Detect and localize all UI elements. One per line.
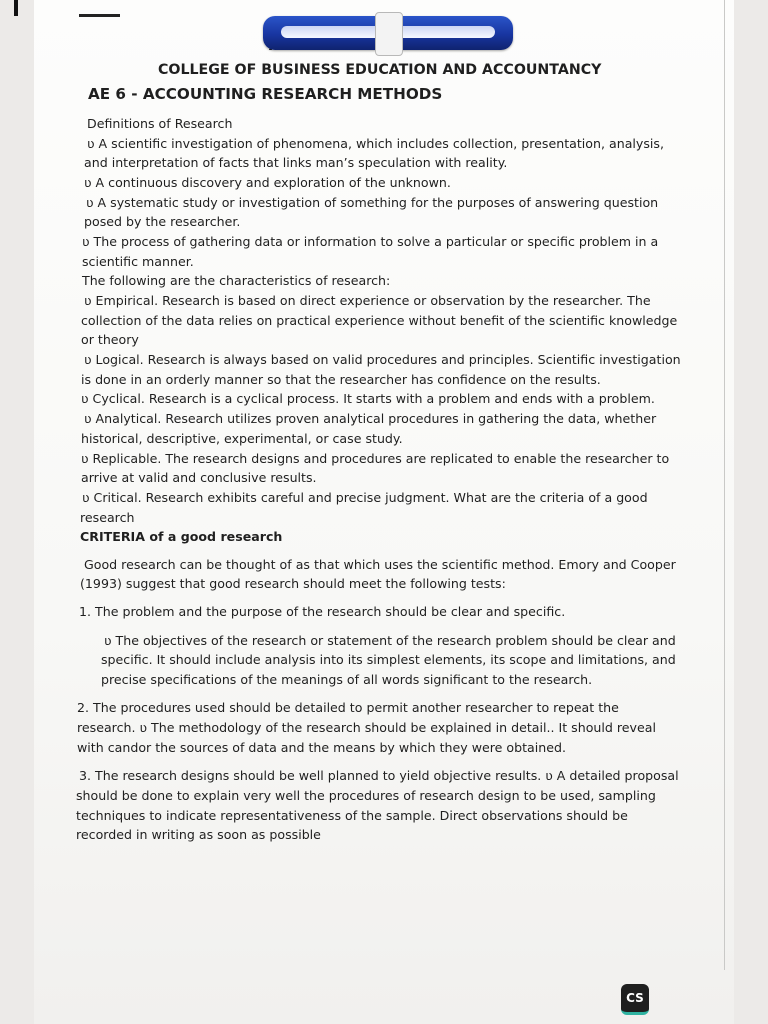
text-line: ʋ Logical. Research is always based on valid procedures and principles. Scientific investigation (84, 352, 681, 367)
top-rule (79, 14, 120, 17)
text-line: ʋ Replicable. The research designs and procedures are replicated to enable the researcher to (81, 451, 670, 466)
section-heading: Definitions of Research (87, 116, 233, 131)
text-line: ʋ A scientific investigation of phenomena, which includes collection, presentation, analysis, (87, 136, 664, 151)
text-line: ʋ A systematic study or investigation of something for the purposes of answering question (86, 195, 659, 210)
text-line: recorded in writing as soon as possible (76, 827, 321, 842)
camscanner-badge-icon: CS (621, 984, 649, 1015)
text-line: ʋ Critical. Research exhibits careful and precise judgment. What are the criteria of a good (82, 490, 648, 505)
folder-clip-icon (263, 12, 513, 50)
text-line: ʋ A continuous discovery and exploration of the unknown. (84, 175, 451, 190)
scanned-page (34, 0, 734, 1024)
text-line: ʋ The process of gathering data or information to solve a particular or specific problem in a (82, 234, 659, 249)
text-line: 2. The procedures used should be detailed to permit another researcher to repeat the (77, 700, 619, 715)
text-line: collection of the data relies on practical experience without benefit of the scientific knowledge (81, 313, 678, 328)
text-line: techniques to indicate representativeness of the sample. Direct observations should be (76, 808, 628, 823)
text-line: 1. The problem and the purpose of the research should be clear and specific. (79, 604, 566, 619)
text-line: ʋ Cyclical. Research is a cyclical process. It starts with a problem and ends with a problem. (81, 391, 655, 406)
text-line: arrive at valid and conclusive results. (81, 470, 317, 485)
section-heading: CRITERIA of a good research (80, 529, 283, 544)
text-line: specific. It should include analysis into its simplest elements, its scope and limitations, and (101, 652, 676, 667)
text-line: Good research can be thought of as that which uses the scientific method. Emory and Cooper (84, 557, 676, 572)
text-line: 3. The research designs should be well planned to yield objective results. ʋ A detailed proposal (79, 768, 679, 783)
text-line: research (80, 510, 135, 525)
text-line: should be done to explain very well the procedures of research design to be used, sampling (76, 788, 656, 803)
text-line: posed by the researcher. (84, 214, 241, 229)
text-line: ʋ The objectives of the research or statement of the research problem should be clear and (104, 633, 676, 648)
text-line: ʋ Empirical. Research is based on direct experience or observation by the researcher. The (84, 293, 651, 308)
text-line: historical, descriptive, experimental, or case study. (81, 431, 403, 446)
text-line: is done in an orderly manner so that the researcher has confidence on the results. (81, 372, 601, 387)
clip-tab (375, 12, 403, 56)
course-title: AE 6 - ACCOUNTING RESEARCH METHODS (88, 85, 443, 103)
scan-edge-mark (14, 0, 18, 16)
text-line: or theory (81, 332, 139, 347)
text-line: precise specifications of the meanings of all words significant to the research. (101, 672, 593, 687)
text-line: The following are the characteristics of research: (82, 273, 391, 288)
text-line: (1993) suggest that good research should meet the following tests: (80, 576, 506, 591)
text-line: ʋ Analytical. Research utilizes proven analytical procedures in gathering the data, whether (84, 411, 657, 426)
text-line: scientific manner. (82, 254, 194, 269)
text-line: research. ʋ The methodology of the research should be explained in detail.. It should reveal (77, 720, 656, 735)
text-line: with candor the sources of data and the means by which they were obtained. (77, 740, 566, 755)
college-department: COLLEGE OF BUSINESS EDUCATION AND ACCOUNTANCY (158, 62, 602, 78)
page-edge (724, 0, 725, 970)
text-line: and interpretation of facts that links man’s speculation with reality. (84, 155, 508, 170)
